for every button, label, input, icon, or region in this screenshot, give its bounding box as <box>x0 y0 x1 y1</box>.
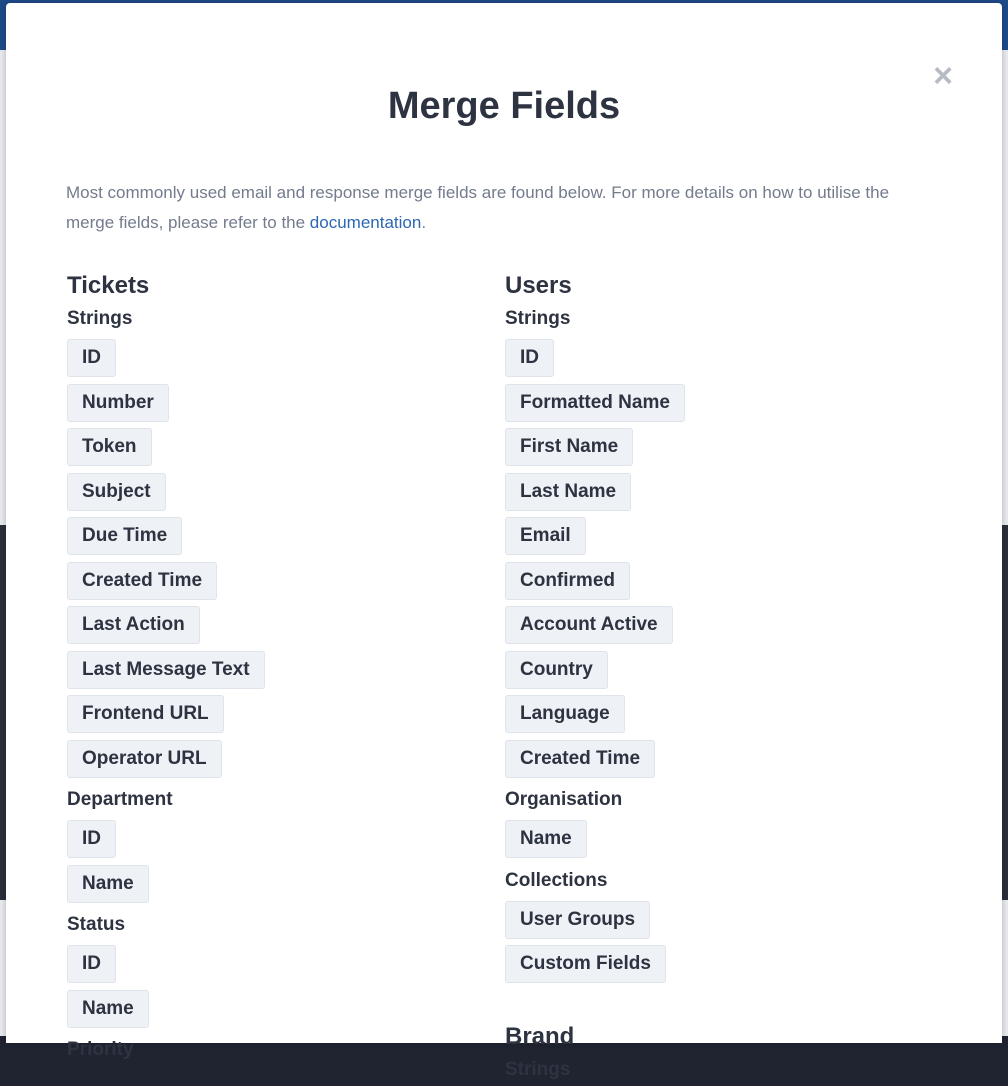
users-collections-title: Collections <box>505 869 608 891</box>
intro-end: . <box>421 213 427 232</box>
merge-field-ticket-token[interactable]: Token <box>67 428 152 466</box>
background-dark-panel-right <box>1002 525 1008 900</box>
merge-field-ticket-number[interactable]: Number <box>67 384 169 422</box>
merge-field-user-confirmed[interactable]: Confirmed <box>505 562 630 600</box>
merge-fields-modal <box>6 3 1002 1080</box>
tickets-column <box>67 269 487 1066</box>
users-organisation-title: Organisation <box>505 789 623 810</box>
merge-field-user-account-active[interactable]: Account Active <box>505 606 673 644</box>
tickets-strings-list <box>67 335 487 778</box>
intro-text <box>66 178 936 238</box>
users-strings-title: Strings <box>505 308 571 329</box>
users-strings-list <box>505 335 925 778</box>
merge-field-department-name[interactable]: Name <box>67 865 149 903</box>
merge-field-user-first-name[interactable]: First Name <box>505 428 633 466</box>
merge-field-status-id[interactable]: ID <box>67 945 116 983</box>
tickets-status-list <box>67 941 487 1028</box>
close-icon[interactable]: × <box>933 57 953 95</box>
merge-field-ticket-due-time[interactable]: Due Time <box>67 517 182 555</box>
section-spacer <box>505 990 925 1020</box>
merge-field-ticket-subject[interactable]: Subject <box>67 473 166 511</box>
tickets-strings-title: Strings <box>67 308 133 329</box>
brand-title: Brand <box>505 1022 575 1050</box>
intro-body: Most commonly used email and response merge fields are found below. For more details on how to utilise the merge fields, please refer to the <box>66 183 890 232</box>
users-column <box>505 269 925 1086</box>
merge-field-department-id[interactable]: ID <box>67 820 116 858</box>
users-organisation-list <box>505 816 925 858</box>
merge-field-user-last-name[interactable]: Last Name <box>505 473 631 511</box>
merge-field-status-name[interactable]: Name <box>67 990 149 1028</box>
merge-field-ticket-id[interactable]: ID <box>67 339 116 377</box>
modal-title: Merge Fields <box>387 85 621 127</box>
merge-field-user-country[interactable]: Country <box>505 651 608 689</box>
tickets-department-title: Department <box>67 789 173 810</box>
tickets-title: Tickets <box>67 272 150 299</box>
users-collections-list <box>505 897 925 984</box>
merge-field-custom-fields[interactable]: Custom Fields <box>505 945 666 983</box>
merge-field-user-created-time[interactable]: Created Time <box>505 740 655 778</box>
merge-field-ticket-created-time[interactable]: Created Time <box>67 562 217 600</box>
merge-field-ticket-last-action[interactable]: Last Action <box>67 606 200 644</box>
merge-field-organisation-name[interactable]: Name <box>505 820 587 858</box>
merge-field-user-language[interactable]: Language <box>505 695 625 733</box>
users-title: Users <box>505 272 572 299</box>
documentation-link[interactable]: documentation <box>309 213 422 232</box>
merge-field-ticket-frontend-url[interactable]: Frontend URL <box>67 695 224 733</box>
merge-field-user-formatted-name[interactable]: Formatted Name <box>505 384 685 422</box>
merge-field-user-id[interactable]: ID <box>505 339 554 377</box>
tickets-status-title: Status <box>67 914 126 935</box>
tickets-department-list <box>67 816 487 903</box>
merge-field-ticket-last-message-text[interactable]: Last Message Text <box>67 651 265 689</box>
tickets-priority-title: Priority <box>67 1039 134 1060</box>
merge-field-user-groups[interactable]: User Groups <box>505 901 650 939</box>
brand-strings-title: Strings <box>505 1058 571 1080</box>
merge-field-ticket-operator-url[interactable]: Operator URL <box>67 740 222 778</box>
merge-field-user-email[interactable]: Email <box>505 517 586 555</box>
